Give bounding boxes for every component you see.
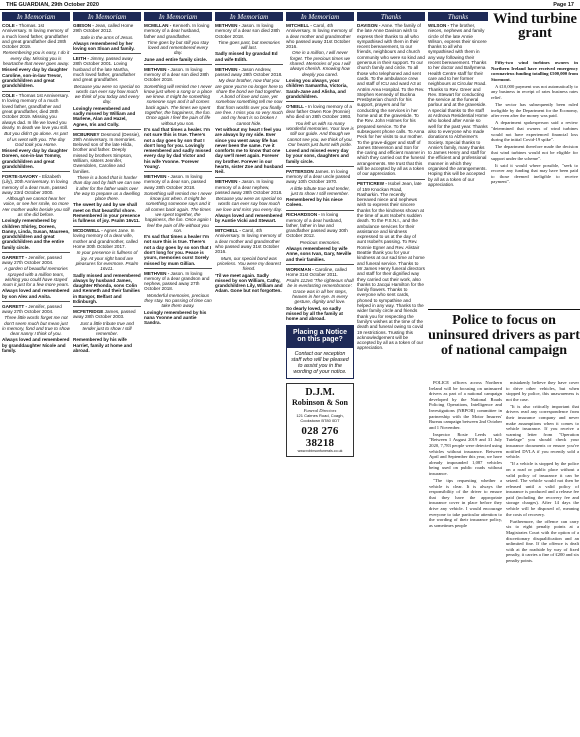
notice-name: METHVEN - (215, 66, 241, 72)
notice-verse: You left us with so many wonderful memories. Your love is still our guide. And though we cannot see you, we think of you. Our hearts just burst with pride. (286, 120, 354, 147)
notice-verse: Because you were as special no words can ever say how much we love and miss you every day. (215, 196, 283, 212)
notice-name: MCFETRIDGE (73, 308, 104, 314)
notice-body: Jason. In loving memory of a dear nephew, passed away 28th October 2018. (215, 179, 283, 195)
thanks-column-2 (428, 12, 488, 307)
notice-name: METHVEN - (215, 23, 241, 28)
notice-name: LEITH - (73, 56, 90, 62)
notice-item (144, 271, 212, 326)
notice-divider (73, 129, 141, 130)
notice-name: GIBSON - (73, 23, 94, 28)
notice-name: PATTERSON (286, 168, 314, 174)
notice-item (2, 93, 70, 169)
notice-divider (2, 171, 70, 172)
notice-item (286, 169, 354, 208)
notice-item (428, 23, 488, 187)
notice-signoff: So dearly loved, so sadly missed by all the family at home and abroad. (286, 305, 343, 322)
notice-body: The brother, nieces, nephews and family circle of the late Annie Wilson, express their sincere thanks to all who sympathised with them in any way following their recent bereavement. Thanks to her doctor and Ballymena Health Centre staff for their care and to her former neighbours at Circular Road. Thanks to Rev. Greer and Rev. Stewart for conducting the service at the funeral parlour and at the graveside. A special thanks to the staff at Ardnova Residential Home who looked after Annie so well for the past year. Thanks also to everyone who made donations to Alzheimer's Society. Special thanks to Annie's family, many thanks to James Henry and staff for the efficient and professional manner in which they organised the arrangements. Hoping this will be accepted by all as a token of our appreciation. (428, 23, 488, 187)
notice-item (73, 23, 141, 51)
notice-body: Jason. In loving memory of a dear grandson and nephew, passed away 27th October 2018. (144, 270, 210, 292)
notice-item (286, 104, 354, 164)
funeral-director-ad (286, 383, 354, 457)
notice-verse: Although we cannot hear her voice, or see her smile, no more Her mother walks beside you still as she did before. (2, 196, 70, 217)
article-paragraph: "The tips requesting whether a vehicle is clear. It is always the responsibility of the driver to ensure that they have the appropriate insurance cover in place before they drive any vehicle. I would encourage everyone to take particular attention to the wording of their insurance policy, as sometimes people (429, 478, 502, 528)
section-header: Thanks (428, 12, 488, 21)
police-article-column-1 (429, 380, 502, 735)
notice-divider (286, 166, 354, 167)
notice-body: Jennifer, passed away 27th October 2004. (2, 303, 62, 314)
section-header: In Memoriam (73, 12, 141, 21)
notice-name: MCDOWELL - (73, 228, 103, 234)
notice-name: GARRETT - (2, 303, 28, 309)
notice-name: METHVEN - (144, 270, 170, 276)
notice-signoff: Always remembered by wife Anne, sons Ivan, Gary, Neville and their families. (286, 246, 352, 262)
notice-divider (215, 177, 283, 178)
section-header: In Memoriam (286, 12, 354, 21)
section-header: In Memoriam (215, 12, 283, 21)
notice-signoff: Always loved and remembered by granddaughter Nicole and family. (2, 337, 70, 353)
notice-verse: But you didn't go alone. As part of us went with you. The day God took you Home. (4, 131, 68, 147)
masthead (0, 0, 580, 9)
placing-notice-body: Contact our reception staff who will be pleased to assist you in the wording of your notice. (286, 347, 354, 380)
article-paragraph: Fifty-two wind turbines owners in Northern Ireland have received emergency coronavirus funding totalling £500,000 from Stormont. (491, 60, 578, 82)
masthead-rule (0, 9, 580, 10)
notice-divider (2, 91, 70, 92)
notice-divider (73, 53, 141, 54)
notice-divider (144, 64, 212, 65)
notice-verse: Mum, our special bond was priceless. You were my dearest friend. (217, 255, 281, 272)
notice-signoff: Lovingly remembered by children Shirley, Doreen, Danny, Linda, Susan, Maureen, grandchildren and great grandchildren and the entire family circle. (2, 218, 70, 250)
notice-item (215, 23, 283, 62)
notice-name: O'NEILL - (286, 103, 307, 109)
notice-divider (286, 210, 354, 211)
notice-item (357, 23, 425, 177)
notice-item (286, 212, 354, 262)
notice-item (286, 23, 354, 99)
article-paragraph: It said it would where possible, "seek to recover any funding that may have been paid to those deemed ineligible to receive payment". (491, 162, 578, 185)
notice-item (2, 304, 70, 354)
masthead-title: THE GUARDIAN, 29th October 2020 (6, 1, 99, 8)
funeral-ad-phone: 028 276 38218 (301, 425, 339, 450)
notice-body: James. In loving memory of a dear uncle passed away 10th October 1970. (286, 168, 351, 185)
masthead-page: Page 17 (553, 1, 574, 8)
memoriam-column-4 (215, 12, 283, 734)
notice-verse: Time goes past, but memories will last. (218, 39, 280, 51)
notice-signoff: It's sad that times a healer I'm not sure this is true. There's not a day goes by so son that I don't long for you. Peace is yours, memories ours! Sorely missed by mum Gillian. (144, 234, 212, 266)
notice-item (144, 67, 212, 170)
notice-body: Jason. In loving memory of a dear son died 28th October 2018. (144, 66, 209, 83)
notice-name: COLE - (2, 93, 18, 99)
notice-verse: Something will remind me I never know just when. It might be something someone says and it all comes back again. The times we spent together, the happiness, the fun. Once again I feel the pain of life without you son. (144, 190, 212, 233)
notice-verse: Precious memories. (299, 239, 341, 245)
notice-signoff: It's sad that times a healer. I'm not sure this is true. There's not a day goes by son that I don't long for you. Lovingly remembered and sadly missed every day by dad Victor and his wife Yvonne. 'Forever Young'. (144, 126, 212, 170)
notice-item (2, 23, 70, 89)
funeral-ad-website: www.robinsonfunerals.co.uk (297, 449, 343, 454)
notice-signoff: Sadly missed and remembered always by husband James, daughter Rhonda, sons Colin and Kenneth and their families in Bangor, Belfast and Edinburgh. (73, 272, 141, 305)
notice-item (73, 56, 141, 127)
section-header: Thanks (357, 12, 425, 21)
notice-signoff: The sweet by and by we shall meet on that beautiful shore. Remembered in your presence is fullness of joy. Psalm 16v11. (73, 202, 141, 224)
article-paragraph: The department therefore made the decision that wind turbines would not be eligible for support under the scheme". (491, 144, 578, 161)
thanks-column-1 (357, 12, 425, 734)
article-paragraph: A department spokesperson said a review "determined that owners of wind turbines would not have experienced financial loss during the initial Covid-19 spike". (491, 120, 578, 143)
wind-article-headline: Wind turbine grant (493, 11, 577, 41)
memoriam-column-5 (286, 12, 354, 734)
notice-signoff: 'Til we meet again. Sadly missed by son William, Cathy, grandchildren Lily, William and Adam. Gone but not forgotten. (215, 272, 283, 294)
notice-verse: Something will remind me I never know just when a song or a place we knew. It might be something someone says and it all comes back again. The times we spent together, the happiness, the fun. Once again I feel the pain of life without you son. (144, 83, 212, 126)
notice-item (144, 23, 212, 62)
notice-verse: Time goes by but still you stay loved and remembered every day. (147, 39, 209, 56)
notice-name: GARRETT - (2, 254, 28, 260)
police-article-headline: Police to focus on uninsured drivers as part of national campaign (428, 313, 580, 358)
notice-divider (215, 226, 283, 227)
notice-name: PETTICREW - (357, 181, 387, 187)
notice-body: Anne. The family of the late Anne Davison wish to express their thanks to all who sympathised with them in their recent bereavement, to our friends, neighbours and church community who were so kind and generous in their support. To our church family and circle. To all those who telephoned and sent cards. To the ambulance crew and staff of ICU and ward A3 at Antrim Area Hospital. To the Rev. Stephen Kennedy of Buckna Presbyterian church for his support, prayers and for conducting the services in her home and at the graveside. To the Rev. John Holmes for his prepared service. To the subsequent phone calls. To Anna Peck for her visits to our mother. To the grave-digger and staff of James Stevenson and Son for the caring and efficient manner in which they carried out the funeral arrangements. We trust that this will be accepted by all as a token of our appreciation. (357, 23, 425, 177)
notice-verse: A garden of beautiful memories sprayed with a million tears, wishing you could have stayed mum it just for a few more years. (2, 266, 70, 288)
wind-article-body (491, 60, 578, 305)
notice-body: Jason. In loving memory of a dear son died 28th October 2018. (215, 23, 280, 39)
notice-verse: Three little words forget me not don't seem much but mean just in memory, fond and true to show dear nanny I think of you. (2, 315, 70, 337)
notice-verse: There is a bond that is harder than day and by faith we can see it after for the father waits over the way to prepare us a dwelling place there. (73, 174, 141, 202)
notice-body: Carol, 4th Anniversary. In loving memory of a dear mother and grandmother who passed away 31st October 2016. (215, 228, 282, 255)
notice-name: METHVEN - (215, 179, 241, 185)
notice-divider (73, 306, 141, 307)
notice-name: METHVEN - (144, 66, 170, 72)
notice-body: Kenneth. In loving memory of a dear husband, father and grandfather. (144, 23, 210, 39)
notice-body: Isobel Jean, late of 159 Knockan Road, Rasharkin. The recently bereaved niece and nephews wish to express their sincere thanks for the kindness shown at the time of aunt Isobel's sudden death. To the P.S.N.I., and the ambulance services for their assistance and kindness expressed to us at the day of aunt Isobel's passing. To Rev. Ronnie Egner and Rev. Alistair Beattie thank you for your kindness at our sad time at home and funeral service. Thanks to Mr James Henry funeral directors and staff for their dignified way they carried out their work, also thanks to Jacqui Hamilton for the family flowers. Thanks to everyone who sent cards, phoned to sympathise and helped in any way. Thanks to the wider family circle and friends thank you for respecting the family's wishes at the time of the death and funeral owing to covid 19 restrictions. Trusting this acknowledgement will be accepted by all as a token of our appreciation. (357, 181, 425, 351)
funeral-ad-address: 121 Cairnes Road, Coagh, Cookstown BT80 0DT (296, 413, 344, 424)
notice-body: Thomas 1st Anniversary. In loving memory of a much loved father, grandfather and great grandfather, died 28th October 2019. Missing you always dad. In life we loved you dearly. In death we love you still. (2, 93, 69, 130)
notice-signoff: Always loved and remembered by son Alex and Anita. (2, 288, 70, 299)
notice-body: Carol, 4th Anniversary. In loving memory of a dear mother and grandmother who passed away 31st October 2016. (286, 23, 353, 50)
notice-signoff: Remembered by his wife Harriet, family at home and abroad. (73, 337, 132, 353)
notice-name: METHVEN - (144, 173, 170, 179)
notice-body: In loving memory of a dear husband, father, father in law and grandfather passed away 30th October 2012. (286, 212, 348, 239)
notice-signoff: Loved and missed every day by your sons, daughters and family circle. (286, 148, 349, 164)
notice-item (73, 309, 141, 353)
section-header: In Memoriam (2, 12, 70, 21)
article-paragraph: The sector has subsequently been ruled ineligible by the Department for the Economy, after even after the money was paid. (491, 102, 578, 119)
funeral-ad-name2: Robinson & Son (291, 398, 349, 408)
notice-name: WORKMAN - (286, 266, 314, 272)
notice-divider (215, 64, 283, 65)
notice-body: Jean, called Home 29th October 2012. (73, 23, 134, 34)
notice-item (73, 132, 141, 224)
notice-item (144, 174, 212, 266)
notice-signoff: Always loved and remembered by Auntie Vicki and Stewart. (215, 212, 283, 224)
notice-signoff: Yet without my heart I feel you are always by my side. Ever since you went away life has never been the same. I've it comforts me to know that one day we'll meet again. Forever my brother. Forever in our hearts, sister Zoe and husband Neil. (215, 126, 283, 175)
notice-body: Desmond (Dessie), 29th Anniversary. In memories. Beloved son of the late Hilda, brother and father. Deeply missed by brothers Simpson, William, sisters Jennifer, Gwendolen, Caroline and families. (73, 131, 141, 174)
notice-signoff: June and entire family circle. (144, 56, 208, 62)
placing-notice-title: Placing a Notice on this page? (286, 325, 354, 347)
article-divider (428, 309, 580, 310)
notice-item (2, 255, 70, 299)
notice-signoff: Lovingly remembered and sadly missed by William and Marlene, Alan and Hazel, Agnes, Iris and Colly. (73, 105, 136, 127)
notice-body: Jason. In loving memory of a dear son, passed away 28th October 2018. (144, 173, 207, 190)
notice-verse: Because you were so special no words can ever say how much we think of you today and every day. (74, 83, 140, 105)
article-paragraph: POLICE officers across Northern Ireland will be focusing on uninsured drivers as part of a national campaign developed by the National Roads Policing Operations, Intelligence and Investigations (NRPOII) committee in partnership with the Motor Insurers' Bureau campaign between 2nd October and 1 November. (429, 380, 502, 430)
notice-divider (73, 226, 141, 227)
notice-divider (357, 179, 425, 180)
notice-verse: Psalm 112v6 'The righteous shall be in everlasting remembrance'. Grace was in all her steps, heaven in her eye. In every gesture, dignity and love. (286, 278, 354, 305)
notice-divider (286, 264, 354, 265)
notice-body: Jimmy, passed away 28th October 2001. Loving husband of the late Martha, much loved father, grandfather and great grandfather. (73, 56, 136, 83)
notice-verse: A little tribute true and tender, just to show I still remember. (290, 185, 350, 196)
notice-divider (2, 252, 70, 253)
notice-item (73, 228, 141, 304)
notice-name: MCBURNEY (73, 131, 100, 137)
notice-body: Caroline, called Home 31st October 2011. (286, 266, 347, 277)
notice-name: DAVISON - (357, 23, 381, 28)
notice-name: MCMILLAN - (144, 23, 172, 28)
notice-signoff: Missed every day by daughter Doreen, son-in-law Tommy, grandchildren and great grandchildren. (2, 148, 68, 170)
notice-signoff: Remembered by his niece Coleen. (286, 197, 343, 208)
notice-verse: One in a million, I will never forget. The precious times we shared. Memories of you I will always cherish. Knowing how deeply you cared. (289, 50, 351, 77)
notice-name: COLE - (2, 23, 18, 28)
notice-divider (2, 301, 70, 302)
notice-body: Elizabeth (Lily), 20th Anniversary. In loving memory of a dear mum, passed away 23rd October 2000. (2, 173, 69, 195)
notice-divider (144, 171, 212, 172)
notice-signoff: Always remembered by her loving son Sloan and family. (73, 40, 135, 52)
notice-body: Thomas. 1st Anniversary. In loving memory of a much loved father, grandfather and great grandfather died 28th October 2019. (2, 23, 69, 50)
notice-item (215, 179, 283, 223)
memoriam-column-2 (73, 12, 141, 734)
funeral-ad-name: D.J.M. (305, 387, 335, 399)
article-paragraph: mistakenly believe they have cover to drive other vehicles, but when stopped by police, this unawareness is not the case. (506, 380, 579, 402)
notice-divider (286, 101, 354, 102)
police-article-column-2 (506, 380, 579, 735)
notice-signoff: Lovingly remembered by his nana Yvonne and auntie Sandra. (144, 309, 207, 326)
notice-item (215, 67, 283, 175)
memoriam-column-1 (2, 12, 70, 734)
notice-verse: My dear brother, now that you are gone you're no longer here to share the bond we had together. A bond of love and care, yet somehow something tell me now that from worlds over you finally are free. I miss you so very much and my heart is so broken I cannot hide. (215, 78, 283, 126)
notice-item (286, 267, 354, 322)
article-paragraph: A £10,000 payment was not automatically to any business in receipt of rates business rates relief. (491, 83, 578, 101)
article-paragraph: Inspector Rosie Leeds said: "Between 1 August 2019 and 31 July 2020, 7,783 people were detected using vehicles without insurance. Between April and September this year, we have already impounded 1,087 vehicles being used on public roads without insurance. (429, 431, 502, 476)
notice-name: FORTE-SAVORY - (2, 173, 41, 179)
notice-signoff: Missed every day by daughter Caroline, son-in-law Trevor, grandchildren and great grandchildren. (2, 67, 68, 89)
notice-item (357, 181, 425, 351)
notice-body: Agnes Jane. In loving memory of a dear wife, mother and grandmother, called Home 30th October 2017. (73, 228, 138, 250)
article-paragraph: "If a vehicle is stopped by the police on a road or public place without a valid policy of insurance it can be seized. The vehicle would not then be released until a valid policy of insurance is produced and a release fee paid (including the recovery fee and storage charges). After 14 days the vehicle will be disposed of, meaning the costs of recovery. (506, 461, 579, 517)
notice-item (215, 228, 283, 294)
notice-name: MITCHELL - (286, 23, 312, 28)
notice-name: MITCHELL - (215, 228, 241, 234)
article-paragraph: Furthermore, the offence can carry six to eight penalty points at a Magistrates Court with the option of a discretionary disqualification and an unlimited fine. If the offence is dealt with at the roadside by way of fixed penalty, it carries a fine of £200 and six penalty points. (506, 518, 579, 563)
notice-body: Jennifer, passed away 27th October 2004. (2, 254, 62, 265)
memoriam-column-3 (144, 12, 212, 734)
funeral-ad-subtitle: Funeral Directors (303, 408, 337, 414)
notice-name: WILSON - (428, 23, 450, 28)
article-paragraph: "It is also critically important that drivers read any correspondence from their insurance company and never make assumptions when it comes to vehicle insurance. If you receive a warning letter from "Operation Tutelage" you should check your insurance documents or ensure you've notified DVLA if you recently sold a vehicle. (506, 403, 579, 460)
notice-body: James, passed away 28th October 2003. (73, 308, 136, 320)
notice-item (2, 174, 70, 250)
notice-verse: Wonderful memories, precious they stay. No passing of time can take them away. (144, 292, 212, 309)
notice-body: In loving memory of a dear father Owen Roe (Ronnie) who died on 28th October 1993. (286, 103, 352, 120)
notice-divider (144, 268, 212, 269)
notice-signoff: Sadly missed by grandad Ed and wife Edith. (215, 51, 278, 62)
section-header: In Memoriam (144, 12, 212, 21)
notice-signoff: Loving you always, your children Samantha, Victoria, Sarah-Jane and Alisha, and grandchildren. (286, 77, 348, 99)
notice-verse: In your presence is fullness of joy. At your right hand are pleasures for evermore. Psalm 16v11. (75, 250, 139, 272)
notice-body: Jason Andrew, passed away 28th October 2018. (215, 66, 283, 77)
notice-verse: Just a little tribute true and tender just to show I still remember. (80, 320, 134, 337)
notice-verse: Remembering you is easy, I do it every day. Missing you is heartache that never goes away. (2, 50, 70, 67)
notice-verse: Safe in the arms of Jesus. (80, 34, 134, 40)
notice-name: RICHARDSON - (286, 212, 320, 218)
